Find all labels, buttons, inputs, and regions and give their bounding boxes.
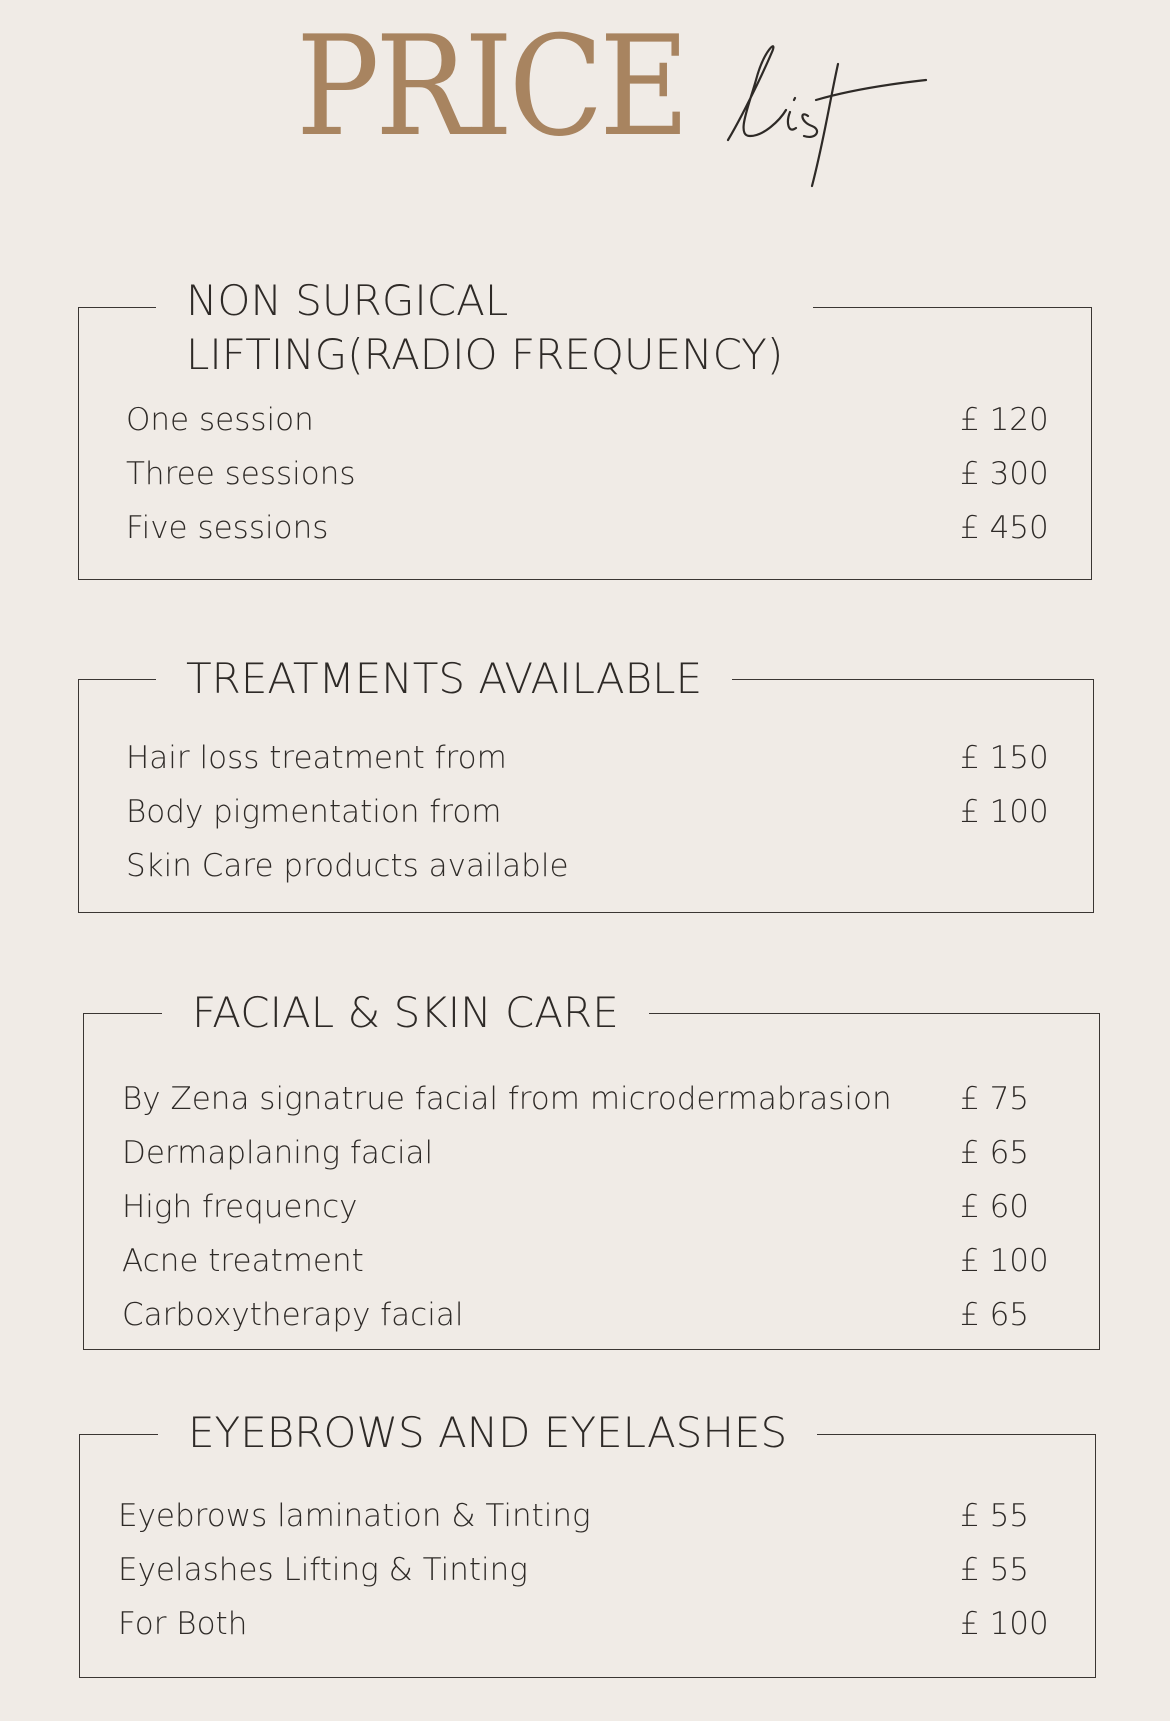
item-name: Carboxytherapy facial bbox=[122, 1297, 464, 1333]
section-title: TREATMENTS AVAILABLE bbox=[156, 652, 732, 706]
section-eyebrows-eyelashes bbox=[79, 1406, 1096, 1678]
item-price: £ 150 bbox=[960, 740, 1049, 776]
price-row bbox=[78, 731, 1094, 785]
price-row bbox=[83, 1288, 1100, 1342]
item-name: Eyebrows lamination & Tinting bbox=[118, 1498, 591, 1534]
price-row bbox=[78, 447, 1092, 501]
item-name: High frequency bbox=[122, 1189, 358, 1225]
item-price: £ 100 bbox=[960, 794, 1049, 830]
section-title: EYEBROWS AND EYELASHES bbox=[158, 1406, 817, 1460]
price-row bbox=[83, 1180, 1100, 1234]
item-name: Dermaplaning facial bbox=[122, 1135, 434, 1171]
section-title: FACIAL & SKIN CARE bbox=[162, 986, 649, 1040]
item-price: £ 65 bbox=[960, 1135, 1030, 1171]
title-price: PRICE bbox=[296, 6, 686, 167]
section-treatments-available bbox=[78, 652, 1094, 913]
section-non-surgical-lifting bbox=[78, 270, 1092, 580]
item-price: £ 100 bbox=[960, 1243, 1049, 1279]
item-name: One session bbox=[126, 402, 314, 438]
price-row bbox=[78, 501, 1092, 555]
item-name: Three sessions bbox=[126, 456, 356, 492]
price-row bbox=[79, 1489, 1096, 1543]
page-header bbox=[0, 0, 1170, 220]
item-name: Acne treatment bbox=[122, 1243, 364, 1279]
item-price: £ 75 bbox=[960, 1081, 1030, 1117]
item-name: By Zena signatrue facial from microdermabrasion bbox=[122, 1081, 892, 1117]
item-price: £ 300 bbox=[960, 456, 1049, 492]
section-title bbox=[156, 274, 813, 382]
item-price: £ 55 bbox=[960, 1498, 1030, 1534]
title-script-list bbox=[720, 40, 930, 190]
section-facial-skin-care bbox=[83, 986, 1100, 1350]
price-row bbox=[78, 393, 1092, 447]
price-row bbox=[78, 839, 1094, 893]
price-row bbox=[83, 1126, 1100, 1180]
item-price: £ 65 bbox=[960, 1297, 1030, 1333]
item-price: £ 55 bbox=[960, 1552, 1030, 1588]
item-price: £ 100 bbox=[960, 1606, 1049, 1642]
item-price: £ 120 bbox=[960, 402, 1049, 438]
price-row bbox=[79, 1597, 1096, 1651]
item-name: Five sessions bbox=[126, 510, 329, 546]
item-price: £ 60 bbox=[960, 1189, 1030, 1225]
section-title-line-2: LIFTING(RADIO FREQUENCY) bbox=[186, 330, 784, 379]
item-price: £ 450 bbox=[960, 510, 1049, 546]
item-name: For Both bbox=[118, 1606, 248, 1642]
price-row bbox=[79, 1543, 1096, 1597]
item-name: Skin Care products available bbox=[126, 848, 569, 884]
price-row bbox=[78, 785, 1094, 839]
item-name: Hair loss treatment from bbox=[126, 740, 507, 776]
section-title-line-1: NON SURGICAL bbox=[186, 276, 509, 325]
item-name: Body pigmentation from bbox=[126, 794, 502, 830]
price-row bbox=[83, 1072, 1100, 1126]
price-row bbox=[83, 1234, 1100, 1288]
item-name: Eyelashes Lifting & Tinting bbox=[118, 1552, 528, 1588]
